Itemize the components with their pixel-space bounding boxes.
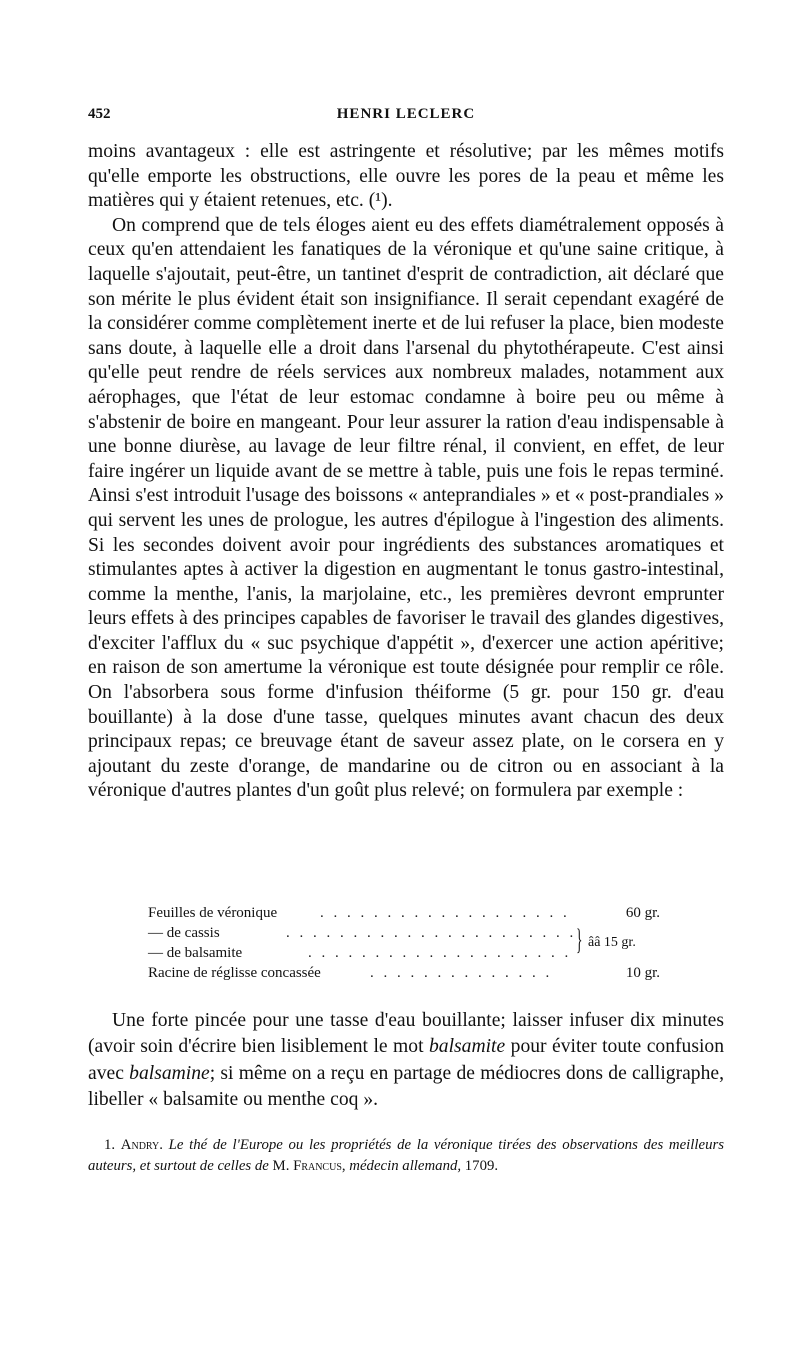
footnote-text bbox=[88, 1135, 724, 1177]
emphasized-word-balsamite: balsamite bbox=[428, 1036, 506, 1058]
leader-dots: . . . . . . . . . . . . . . . . . . . bbox=[320, 905, 570, 921]
footnote-number: 1. bbox=[104, 1137, 116, 1153]
footnote-person: M. Francus, bbox=[272, 1158, 346, 1174]
paragraph-2: On comprend que de tels éloges aient eu des effets diamétralement opposés à ceux qu'en attendaient les fanatiques de la véronique et qu'une saine critique, à laquelle s'ajoutait, peut-être, un tantinet d'esprit de contradiction, ait déclaré que son mérite le plus évident était son insignifiance. Il serait cependant exagéré de la considérer comme complètement inerte et de lui refuser la place, bien modeste sans doute, à laquelle elle a droit dans l'arsenal du phytothérapeute. C'est ainsi qu'elle peut rendre de réels services aux nombreux malades, notamment aux aérophages, que l'état de leur estomac condamne à boire peu ou même à s'abstenir de boire en mangeant. Pour leur assurer la ration d'eau indispensable à une bonne diurèse, au lavage de leur filtre rénal, il convient, en effet, de leur faire ingérer un liquide avant de se mettre à table, puis une fois le repas terminé. Ainsi s'est introduit l'usage des boissons « anteprandiales » et « post-prandiales » qui servent les unes de prologue, les autres d'épilogue à l'ingestion des aliments. Si les secondes doivent avoir pour ingrédients des substances aromatiques et stimulantes aptes à activer la digestion en augmentant le tonus gastro-intestinal, comme la menthe, l'anis, la marjolaine, etc., les premières devront emprunter leurs effets à des principes capables de favoriser le travail des glandes digestives, d'exciter l'afflux du « suc psychique d'appétit », d'exercer une action apéritive; en raison de son amertume la véronique est toute désignée pour remplir ce rôle. On l'absorbera sous forme d'infusion théiforme (5 gr. pour 150 gr. d'eau bouillante) à la dose d'une tasse, quelques minutes avant chacun des deux principaux repas; ce breuvage étant de saveur assez plate, on le corsera en y ajoutant du zeste d'orange, de mandarine ou de citron ou en associant à la véronique d'autres plantes d'un goût plus relevé; on formulera par exemple : bbox=[88, 214, 724, 802]
paragraph-1: moins avantageux : elle est astringente et résolutive; par les mêmes motifs qu'elle emporte les obstructions, elle ouvre les pores de la peau et même les matières qui y étaient retenues, etc. (¹). bbox=[88, 141, 724, 212]
ingredient-name: — de cassis bbox=[148, 925, 220, 941]
footnote-role: médecin allemand, bbox=[349, 1158, 462, 1174]
leader-dots: . . . . . . . . . . . . . . . . . . . . bbox=[308, 945, 572, 961]
ingredient-name: — de balsamite bbox=[148, 945, 243, 961]
leader-dots: . . . . . . . . . . . . . . bbox=[370, 965, 553, 981]
closing-paragraph bbox=[88, 1008, 724, 1113]
page-number: 452 bbox=[88, 106, 111, 122]
grouping-brace: } bbox=[576, 923, 583, 956]
footnote bbox=[88, 1135, 724, 1177]
recipe-row bbox=[148, 903, 668, 923]
closing-text-middle: pour éviter toute confusion avec bbox=[88, 1036, 724, 1084]
closing-text-start: Une forte pincée pour une tasse d'eau bouillante; laisser infuser dix minutes (avoir soin d'écrire bien lisiblement le mot bbox=[88, 1010, 724, 1058]
running-title: HENRI LECLERC bbox=[336, 106, 476, 122]
ingredient-quantity: 60 gr. bbox=[625, 905, 660, 921]
ingredient-name: Racine de réglisse concassée bbox=[148, 965, 321, 981]
leader-dots: . . . . . . . . . . . . . . . . . . . . . . bbox=[286, 925, 577, 941]
footnote-year: 1709. bbox=[464, 1158, 499, 1174]
footnote-title: Le thé de l'Europe ou les propriétés de la véronique tirées des observations des meilleurs auteurs, et surtout de celles de bbox=[88, 1137, 724, 1174]
running-head bbox=[88, 106, 724, 128]
recipe-formula bbox=[148, 903, 668, 983]
recipe-row bbox=[148, 963, 668, 983]
ingredient-name: Feuilles de véronique bbox=[148, 905, 278, 921]
main-text bbox=[88, 140, 724, 804]
ingredient-quantity: 10 gr. bbox=[625, 965, 660, 981]
footnote-author: Andry. bbox=[120, 1137, 163, 1153]
closing-text-end: ; si même on a reçu en partage de médiocres dons de calligraphe, libeller « balsamite ou menthe coq ». bbox=[88, 1062, 724, 1110]
emphasized-word-balsamine: balsamine bbox=[129, 1062, 210, 1084]
shared-quantity: ââ 15 gr. bbox=[588, 935, 636, 950]
closing-text bbox=[88, 1008, 724, 1113]
